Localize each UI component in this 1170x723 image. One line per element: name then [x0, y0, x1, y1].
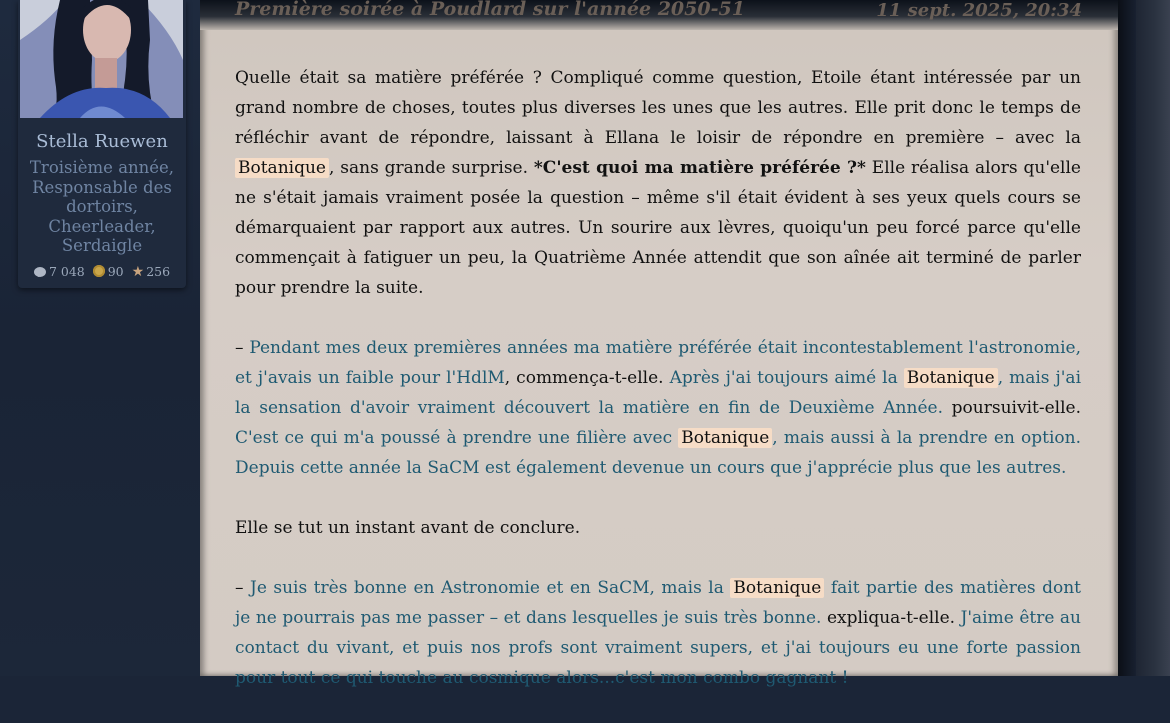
right-edge-background: [1118, 0, 1170, 676]
paragraph-narration-1: [235, 63, 1081, 303]
text-segment: Quelle était sa matière préférée ? Compliqué comme question, Etoile étant intéressée par un grand nombre de choses, toutes plus diverses les unes que les autres. Elle prit donc le temps de réfléchir avant de répondre, laissant à Ellana le loisir de répondre en première – avec la: [235, 68, 1081, 148]
narration-segment: poursuivit-elle.: [942, 398, 1081, 418]
coin-count: [93, 264, 124, 279]
dialogue-dash: –: [235, 578, 250, 598]
speech-segment: fait partie des matières dont je ne pourrais pas me passer – et dans lesquelles je suis très bonne.: [235, 578, 1082, 628]
star-icon: ★: [131, 264, 145, 280]
post-count-value: 7 048: [48, 264, 85, 279]
speech-segment: C'est ce qui m'a poussé à prendre une filière avec: [235, 428, 679, 448]
paragraph-narration-2: Elle se tut un instant avant de conclure.: [235, 518, 581, 538]
dialogue-dash: –: [235, 338, 250, 358]
post-body: [235, 63, 1081, 723]
speech-segment: , mais j'ai la sensation d'avoir vraiment découvert la matière en fin de Deuxième Année.: [235, 368, 1082, 418]
text-segment: , sans grande surprise.: [328, 158, 534, 178]
panel-shadow-edge: [1118, 0, 1136, 676]
message-icon: [34, 267, 46, 277]
post-date: 11 sept. 2025, 20:34: [876, 0, 1082, 21]
subject-highlight: Botanique: [904, 368, 998, 388]
points-count: [132, 264, 170, 280]
subject-highlight: Botanique: [235, 158, 329, 178]
narration-segment: expliqua-t-elle.: [821, 608, 961, 628]
profile-name[interactable]: Stella Ruewen: [36, 131, 168, 152]
paragraph-dialogue-1: [235, 333, 1081, 483]
speech-segment: J'aime être au contact du vivant, et puis nos profs sont vraiment supers, et j'ai toujours eu une forte passion pour tout ce qui touche au cosmique alors...c'est mon combo gagnant !: [235, 608, 1081, 688]
coin-count-value: 90: [107, 264, 124, 279]
coin-icon: [93, 265, 105, 277]
speech-segment: Je suis très bonne en Astronomie et en SaCM, mais la: [250, 578, 731, 598]
profile-role: Troisième année, Responsable des dortoirs, Cheerleader, Serdaigle: [29, 158, 175, 255]
avatar[interactable]: [20, 0, 183, 118]
speech-segment: , mais aussi à la prendre en option. Depuis cette année la SaCM est également devenue un cours que j'apprécie plus que les autres.: [235, 428, 1081, 478]
post-title[interactable]: Première soirée à Poudlard sur l'année 2050-51: [235, 0, 745, 20]
paragraph-dialogue-2: [235, 573, 1081, 693]
text-segment: Elle réalisa alors qu'elle ne s'était jamais vraiment posée la question – même s'il était évident à ses yeux quels cours se démarquaient par rapport aux autres. Un sourire aux lèvres, quoiqu'un peu forcé parce qu'elle commençait à fatiguer un peu, la Quatrième Année attendit que son aînée ait terminé de parler pour prendre la suite.: [235, 158, 1081, 298]
subject-highlight: Botanique: [730, 578, 824, 598]
subject-highlight: Botanique: [678, 428, 772, 448]
points-count-value: 256: [146, 264, 171, 279]
profile-stats: [18, 264, 186, 280]
user-profile-card: [18, 0, 186, 288]
narration-segment: , commença-t-elle.: [504, 368, 670, 388]
post-header: [200, 0, 1118, 30]
speech-segment: Pendant mes deux premières années ma matière préférée était incontestablement l'astronomie, et j'avais un faible pour l'HdlM: [235, 338, 1082, 388]
speech-segment: Après j'ai toujours aimé la: [669, 368, 904, 388]
post-panel: [200, 0, 1118, 688]
thought-bold: *C'est quoi ma matière préférée ?*: [533, 158, 866, 178]
post-count: [34, 264, 85, 279]
